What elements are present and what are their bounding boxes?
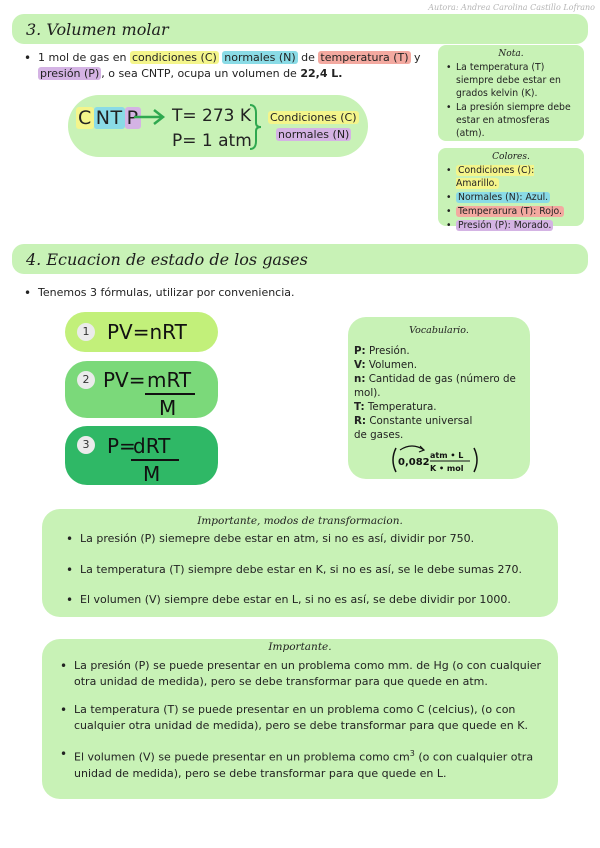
important-item: • La presión (P) se puede presentar en un problema como mm. de Hg (o con cualquier otra unidad de medida), pero se debe transformar para que quede en atm. <box>74 658 544 690</box>
arrow-right-icon <box>132 107 168 127</box>
note-box <box>438 45 584 141</box>
note-list <box>438 61 584 140</box>
gas-constant <box>390 444 480 476</box>
important-transform-box <box>42 509 558 617</box>
highlight-conditions: condiciones (C) <box>131 51 217 64</box>
formulas-bullet: • Tenemos 3 fórmulas, utilizar por conveniencia. <box>38 285 418 301</box>
unit-numerator: atm • L <box>430 451 464 460</box>
fraction-line <box>131 459 179 461</box>
color-item <box>456 205 578 218</box>
formula-lhs: PV= <box>103 368 146 392</box>
color-item <box>456 219 578 232</box>
vocab-def: Constante universal de gases. <box>354 415 473 441</box>
vocab-def: Temperatura. <box>364 401 437 413</box>
vocab-term: P: <box>354 345 366 357</box>
important-title: Importante. <box>268 641 332 653</box>
colors-title: Colores. <box>492 152 530 162</box>
vocab-item <box>354 400 526 414</box>
cond-c-text: Condiciones (C) <box>270 111 357 124</box>
note-item: • La temperatura (T) siempre debe estar en grados kelvin (K). <box>456 61 578 100</box>
highlight-temperature: temperatura (T) <box>320 51 409 64</box>
colors-list <box>438 164 584 232</box>
author-credit: Autora: Andrea Carolina Castillo Lofrano <box>428 3 595 12</box>
section-title: 3. Volumen molar <box>26 20 169 39</box>
letter-p: P <box>126 107 139 129</box>
section-header-4 <box>12 244 588 274</box>
color-yellow: Condiciones (C): Amarillo. <box>456 165 535 189</box>
colors-box <box>438 148 584 231</box>
superscript: 3 <box>409 749 415 758</box>
color-item <box>456 191 578 204</box>
text-part: (o con cualquier otra unidad de medida), pero se debe transformar para que quede en L. <box>74 750 534 780</box>
fraction-line <box>145 393 195 395</box>
vocab-item <box>354 358 526 372</box>
formula-numerator: mRT <box>147 368 192 392</box>
cond-n-text: normales (N) <box>278 128 350 141</box>
formula-2 <box>65 361 218 418</box>
vocab-term: R: <box>354 415 367 427</box>
vocabulary-title: Vocabulario. <box>409 325 469 336</box>
important-box <box>42 639 558 799</box>
formula-denominator: M <box>159 396 177 420</box>
vocab-item <box>354 372 526 400</box>
color-purple: Presión (P): Morado. <box>458 220 552 231</box>
vocabulary-box <box>348 317 530 479</box>
vocab-item <box>354 344 526 358</box>
color-blue: Normales (N): Azul. <box>458 192 549 203</box>
formula-lhs: P= <box>107 434 136 458</box>
section-header-3 <box>12 14 588 44</box>
important-item: • La temperatura (T) se puede presentar en un problema como C (celcius), (o con cualquier otra unidad de medida), pero se debe transformar para que quede en K. <box>74 702 544 734</box>
vocab-def: Presión. <box>365 345 410 357</box>
brace-icon <box>248 103 262 151</box>
formula-number: 1 <box>77 323 95 341</box>
important-item <box>74 746 544 782</box>
cntp-diagram <box>68 95 368 157</box>
vocab-def: Volumen. <box>365 359 417 371</box>
text-part: de <box>297 51 319 64</box>
letter-c: C <box>78 107 92 129</box>
cond-c-label <box>268 111 359 124</box>
formula-3 <box>65 426 218 485</box>
formula-text: PV=nRT <box>107 320 187 344</box>
vocab-term: T: <box>354 401 365 413</box>
cntp-label <box>76 107 141 129</box>
unit-denominator: K • mol <box>430 464 464 473</box>
letters-nt: NT <box>95 107 123 129</box>
text-part: 1 mol de gas en <box>38 51 130 64</box>
cond-n-label <box>276 128 351 141</box>
transform-item: • La temperatura (T) siempre debe estar en K, si no es así, se le debe sumas 270. <box>80 562 540 578</box>
formula-numerator: dRT <box>133 434 171 458</box>
color-red: Temperarura (T): Rojo. <box>458 206 563 217</box>
text-part: y <box>410 51 421 64</box>
volume-value: 22,4 L. <box>300 67 343 80</box>
highlight-normal: normales (N) <box>224 51 296 64</box>
cntp-temperature: T= 273 K <box>172 106 252 126</box>
vocabulary-list <box>354 344 526 442</box>
text-part: , o sea CNTP, ocupa un volumen de <box>101 67 301 80</box>
section-title: 4. Ecuacion de estado de los gases <box>26 250 308 269</box>
note-item: • La presión siempre debe estar en atmosferas (atm). <box>456 101 578 140</box>
vocab-item <box>354 414 474 442</box>
vocab-term: n: <box>354 373 366 385</box>
vocab-def: Cantidad de gas (número de mol). <box>354 373 516 399</box>
important-transform-title: Importante, modos de transformacion. <box>197 515 403 527</box>
highlight-pressure: presión (P) <box>40 67 100 80</box>
formula-number: 2 <box>77 371 95 389</box>
formula-1 <box>65 312 218 352</box>
text-part: El volumen (V) se puede presentar en un problema como cm <box>74 750 410 764</box>
constant-value: 0,082 <box>398 457 430 468</box>
formula-number: 3 <box>77 436 95 454</box>
transform-item: • La presión (P) siemepre debe estar en atm, si no es así, dividir por 750. <box>80 531 540 547</box>
transform-item: • El volumen (V) siempre debe estar en L, si no es así, se debe dividir por 1000. <box>80 592 540 608</box>
note-title: Nota. <box>498 49 524 59</box>
cntp-pressure: P= 1 atm <box>172 131 252 151</box>
vocab-term: V: <box>354 359 366 371</box>
molar-volume-bullet <box>38 50 433 82</box>
color-item <box>456 164 578 190</box>
formula-denominator: M <box>143 462 161 486</box>
